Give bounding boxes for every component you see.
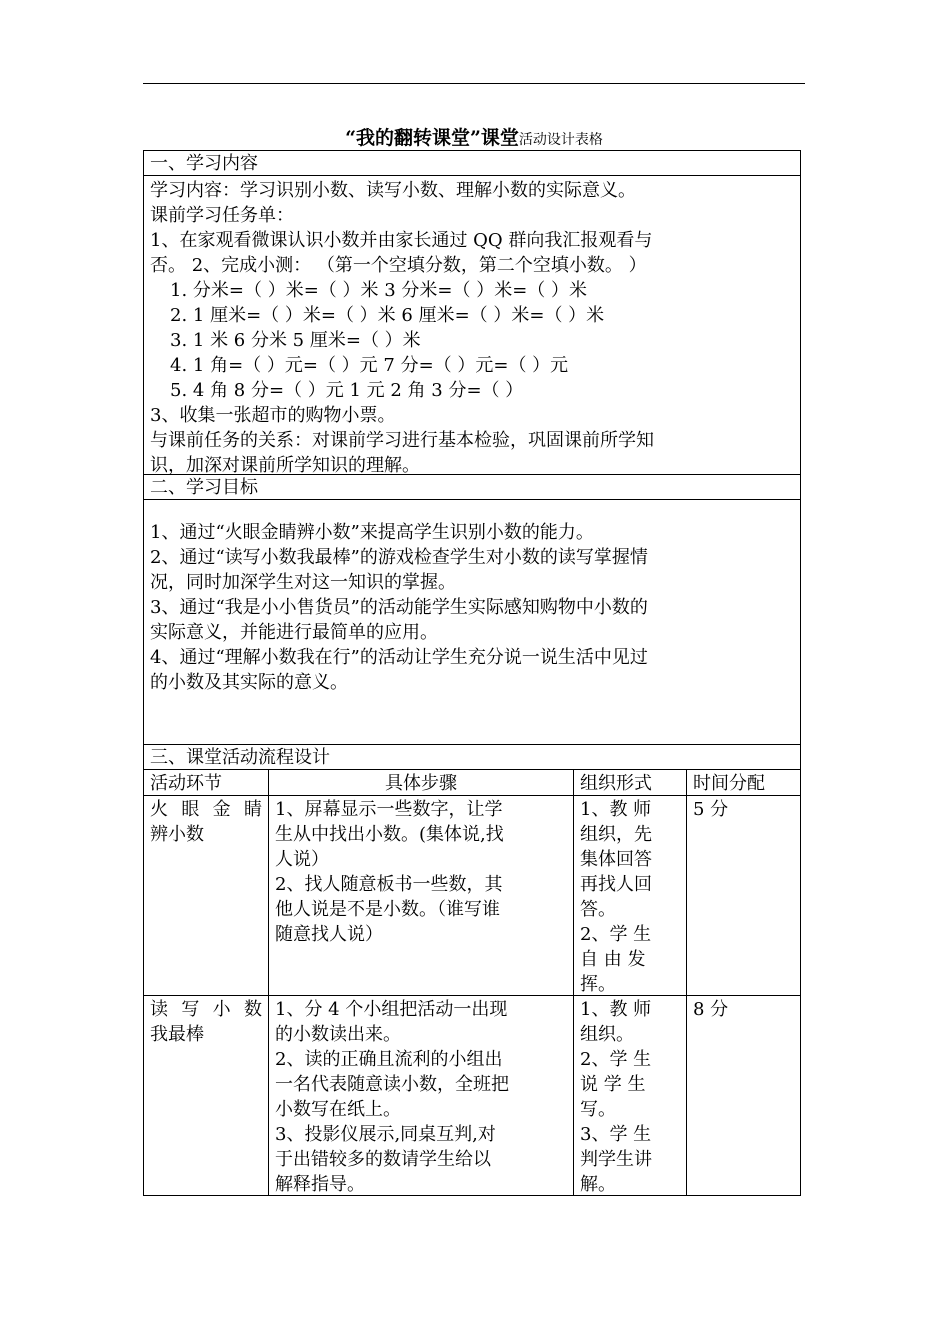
col-header-stage: 活动环节 — [143, 769, 269, 796]
goal-line: 的小数及其实际的意义。 — [150, 672, 348, 693]
section-goals-body — [143, 499, 801, 745]
title-main: “我的翻转课堂”课堂 — [345, 127, 519, 149]
content-line: 学习内容：学习识别小数、读写小数、理解小数的实际意义。 — [150, 180, 636, 201]
col-header-steps: 具体步骤 — [268, 769, 574, 796]
quiz-item: 2. 1 厘米=（ ）米=（ ）米 6 厘米=（ ）米=（ ）米 — [170, 305, 605, 326]
goal-line: 况，同时加深学生对这一知识的掌握。 — [150, 572, 456, 593]
goal-line: 4、通过“理解小数我在行”的活动让学生充分说一说生活中见过 — [150, 647, 648, 668]
table-row-steps: 1、分 4 个小组把活动一出现 的小数读出来。 2、读的正确且流利的小组出 一名代表随意读小数，全班把 小数写在纸上。 3、投影仪展示,同桌互判,对 于出错较多的数请学生给以 解释指导。 — [268, 995, 574, 1196]
goal-line: 2、通过“读写小数我最棒”的游戏检查学生对小数的读写掌握情 — [150, 547, 648, 568]
quiz-item: 4. 1 角=（ ）元=（ ）元 7 分=（ ）元=（ ）元 — [170, 355, 569, 376]
table-row-steps: 1、屏幕显示一些数字，让学 生从中找出小数。(集体说,找 人说） 2、找人随意板书一些数，其 他人说是不是小数。（谁写谁 随意找人说） — [268, 795, 574, 996]
content-line: 3、收集一张超市的购物小票。 — [150, 405, 396, 426]
col-header-form: 组织形式 — [573, 769, 687, 796]
title-sub: 活动设计表格 — [518, 132, 603, 148]
quiz-item: 1. 分米=（ ）米=（ ）米 3 分米=（ ）米=（ ）米 — [170, 280, 588, 301]
table-row-time: 8 分 — [686, 995, 801, 1196]
col-header-time: 时间分配 — [686, 769, 801, 796]
quiz-item: 5. 4 角 8 分=（ ）元 1 元 2 角 3 分=（ ） — [170, 380, 524, 401]
section-flow-header: 三、课堂活动流程设计 — [143, 744, 801, 770]
goal-line: 实际意义，并能进行最简单的应用。 — [150, 622, 438, 643]
content-line: 与课前任务的关系：对课前学习进行基本检验，巩固课前所学知 — [150, 430, 654, 451]
table-row-time: 5 分 — [686, 795, 801, 996]
section-content-header: 一、学习内容 — [143, 150, 801, 176]
table-row-form: 1、教 师 组织，先 集体回答 再找人回 答。 2、学 生 自 由 发 挥。 — [573, 795, 687, 996]
table-row-stage: 读写小数 我最棒 — [143, 995, 269, 1196]
content-line: 1、在家观看微课认识小数并由家长通过 QQ 群向我汇报观看与 — [150, 230, 653, 251]
content-line: 否。 2、完成小测： （第一个空填分数，第二个空填小数。 ） — [150, 255, 647, 276]
table-row-stage: 火眼金睛 辨小数 — [143, 795, 269, 996]
section-goals-header: 二、学习目标 — [143, 474, 801, 500]
quiz-item: 3. 1 米 6 分米 5 厘米=（ ）米 — [170, 330, 421, 351]
section-content-body — [143, 175, 801, 475]
content-line: 识，加深对课前所学知识的理解。 — [150, 455, 420, 476]
header-rule — [143, 83, 805, 84]
document-title — [143, 127, 805, 151]
goal-line: 3、通过“我是小小售货员”的活动能学生实际感知购物中小数的 — [150, 597, 648, 618]
content-line: 课前学习任务单： — [150, 205, 294, 226]
goal-line: 1、通过“火眼金睛辨小数”来提高学生识别小数的能力。 — [150, 522, 594, 543]
table-row-form: 1、教 师 组织。 2、学 生 说 学 生 写。 3、学 生 判学生讲 解。 — [573, 995, 687, 1196]
